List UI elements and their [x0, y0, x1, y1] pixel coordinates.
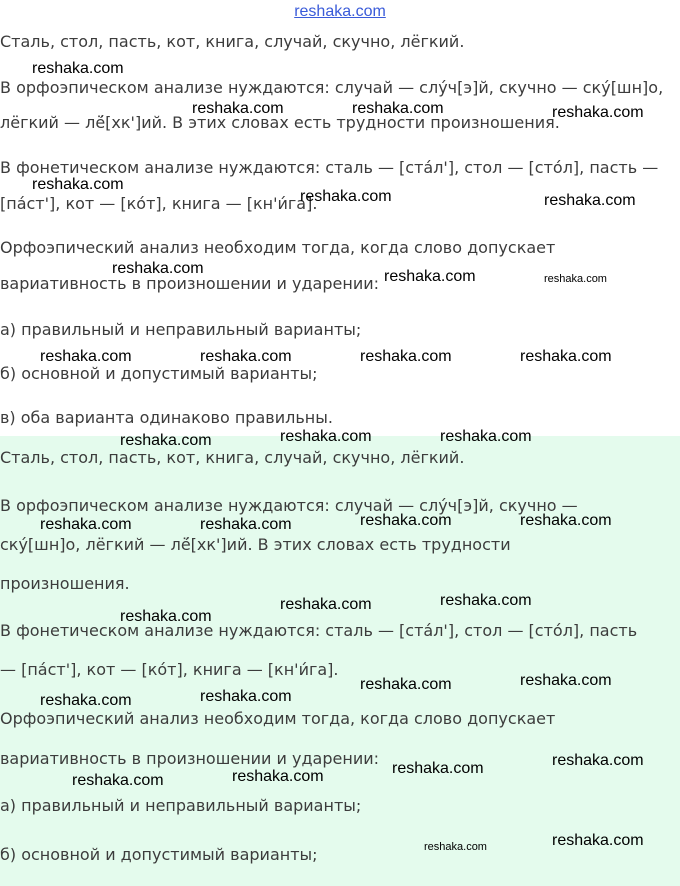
need2-line-1: Орфоэпический анализ необходим тогда, когда слово допускает: [0, 709, 556, 728]
watermark: reshaka.com: [360, 348, 452, 365]
watermark: reshaka.com: [360, 676, 452, 693]
option-c: в) оба варианта одинаково правильны.: [0, 408, 333, 427]
watermark: reshaka.com: [520, 348, 612, 365]
watermark: reshaka.com: [300, 188, 392, 205]
ortho-line-1: В орфоэпическом анализе нуждаются: случай — слу́ч[э]й, скучно — ску́[шн]о,: [0, 78, 664, 97]
watermark: reshaka.com: [32, 60, 124, 77]
watermark: reshaka.com: [200, 688, 292, 705]
ortho2-line-2: ску́[шн]о, лёгкий — лё́[хк']ий. В этих словах есть трудности: [0, 535, 511, 554]
watermark: reshaka.com: [72, 772, 164, 789]
need2-line-2: вариативность в произношении и ударении:: [0, 749, 379, 768]
option2-b: б) основной и допустимый варианты;: [0, 845, 318, 864]
watermark: reshaka.com: [544, 273, 607, 285]
watermark: reshaka.com: [360, 512, 452, 529]
words-line-2: Сталь, стол, пасть, кот, книга, случай, скучно, лёгкий.: [0, 448, 465, 467]
words-line: Сталь, стол, пасть, кот, книга, случай, скучно, лёгкий.: [0, 32, 465, 51]
watermark: reshaka.com: [192, 100, 284, 117]
watermark: reshaka.com: [40, 516, 132, 533]
watermark: reshaka.com: [424, 841, 487, 853]
watermark: reshaka.com: [552, 752, 644, 769]
ortho2-line-1: В орфоэпическом анализе нуждаются: случай — слу́ч[э]й, скучно —: [0, 496, 578, 515]
option-a: а) правильный и неправильный варианты;: [0, 320, 362, 339]
watermark: reshaka.com: [552, 832, 644, 849]
watermark: reshaka.com: [544, 192, 636, 209]
watermark: reshaka.com: [520, 672, 612, 689]
watermark: reshaka.com: [352, 100, 444, 117]
watermark: reshaka.com: [280, 428, 372, 445]
watermark: reshaka.com: [200, 516, 292, 533]
watermark: reshaka.com: [280, 596, 372, 613]
site-header-link[interactable]: reshaka.com: [294, 3, 386, 20]
phon-line-1: В фонетическом анализе нуждаются: сталь — [ста́л'], стол — [сто́л], пасть —: [0, 158, 659, 177]
phon2-line-2: — [па́ст'], кот — [ко́т], книга — [кн'и́га].: [0, 660, 339, 679]
watermark: reshaka.com: [232, 768, 324, 785]
need-line-1: Орфоэпический анализ необходим тогда, когда слово допускает: [0, 238, 556, 257]
watermark: reshaka.com: [32, 176, 124, 193]
phon-line-2: [па́ст'], кот — [ко́т], книга — [кн'и́га].: [0, 194, 318, 213]
watermark: reshaka.com: [384, 268, 476, 285]
ortho2-line-3: произношения.: [0, 574, 130, 593]
phon2-line-1: В фонетическом анализе нуждаются: сталь — [ста́л'], стол — [сто́л], пасть: [0, 621, 638, 640]
watermark: reshaka.com: [40, 692, 132, 709]
option-b: б) основной и допустимый варианты;: [0, 364, 318, 383]
watermark: reshaka.com: [392, 760, 484, 777]
watermark: reshaka.com: [520, 512, 612, 529]
watermark: reshaka.com: [120, 608, 212, 625]
watermark: reshaka.com: [552, 104, 644, 121]
watermark: reshaka.com: [120, 432, 212, 449]
watermark: reshaka.com: [112, 260, 204, 277]
watermark: reshaka.com: [440, 428, 532, 445]
watermark: reshaka.com: [440, 592, 532, 609]
option2-a: а) правильный и неправильный варианты;: [0, 796, 362, 815]
watermark: reshaka.com: [40, 348, 132, 365]
watermark: reshaka.com: [200, 348, 292, 365]
need-line-2: вариативность в произношении и ударении:: [0, 274, 379, 293]
ortho-line-2: лёгкий — лё́[хк']ий. В этих словах есть трудности произношения.: [0, 113, 560, 132]
